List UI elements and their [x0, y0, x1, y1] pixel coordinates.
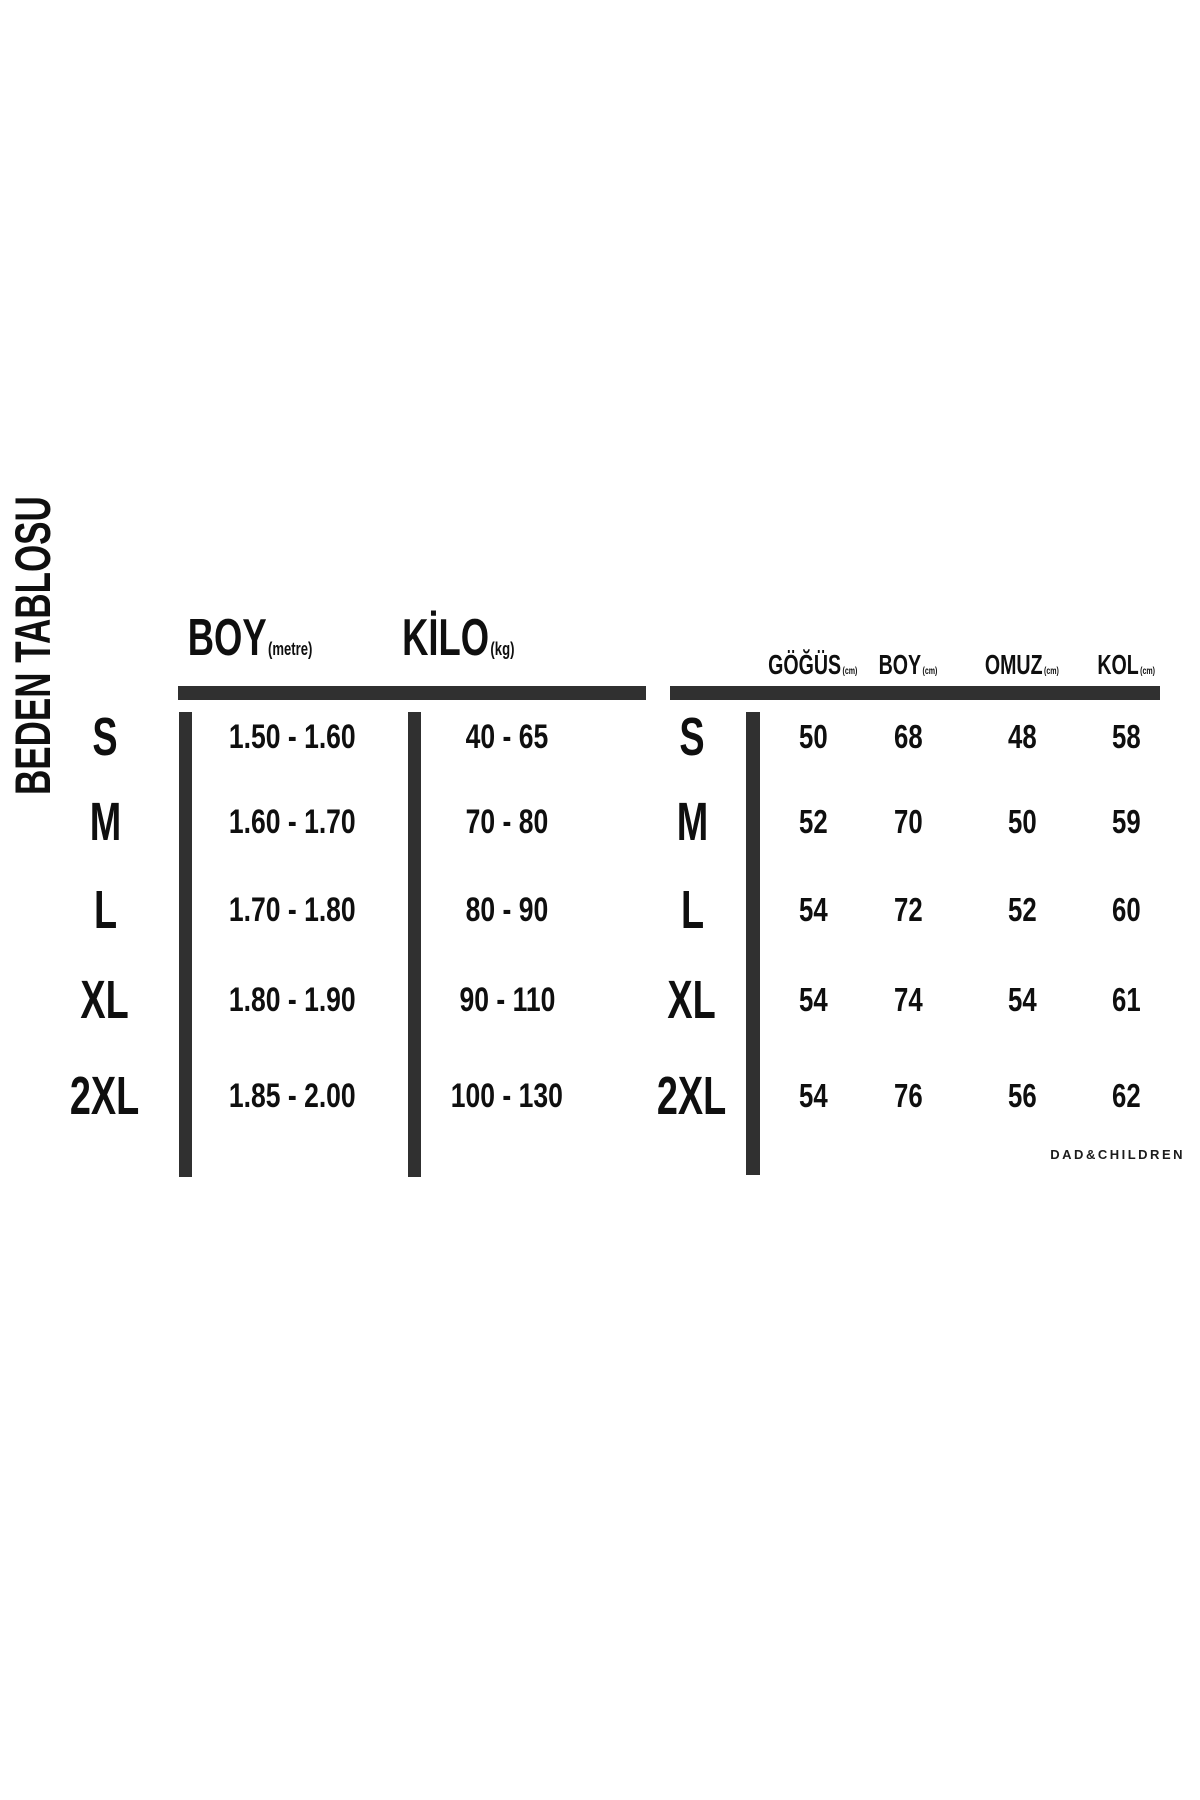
- table-cell-gogus: 52: [798, 803, 828, 840]
- table-cell-gogus: 54: [798, 1077, 828, 1114]
- column-header-kol-cm: KOL(cm): [1097, 649, 1155, 680]
- row-size-label: 2XL: [657, 1066, 727, 1126]
- row-size-label: L: [93, 880, 117, 940]
- table-cell-boy: 1.70 - 1.80: [228, 891, 356, 929]
- table-cell-boy: 72: [893, 891, 923, 928]
- column-header-boy-metre: BOY(metre): [187, 609, 313, 667]
- table-cell-boy: 1.60 - 1.70: [228, 803, 356, 841]
- table-cell-gogus: 50: [798, 718, 828, 755]
- row-size-label: 2XL: [70, 1066, 140, 1126]
- table-cell-omuz: 50: [1007, 803, 1037, 840]
- header-rule-right: [670, 686, 1160, 700]
- column-header-kilo-kg: KİLO(kg): [401, 609, 515, 667]
- table-cell-boy: 68: [893, 718, 923, 755]
- table-cell-kilo: 40 - 65: [465, 718, 549, 756]
- table-cell-kol: 58: [1111, 718, 1141, 755]
- table-cell-kol: 62: [1111, 1077, 1141, 1114]
- table-cell-kilo: 80 - 90: [465, 891, 549, 929]
- table-cell-gogus: 54: [798, 981, 828, 1018]
- column-header-boy-cm: BOY(cm): [878, 649, 938, 680]
- table-cell-kol: 59: [1111, 803, 1141, 840]
- brand-logo-text: DAD&CHILDREN: [1050, 1147, 1185, 1162]
- row-size-label: S: [92, 707, 118, 767]
- table-cell-omuz: 52: [1007, 891, 1037, 928]
- row-size-label: XL: [667, 970, 717, 1030]
- table-cell-kilo: 100 - 130: [450, 1077, 564, 1115]
- table-cell-boy: 1.50 - 1.60: [228, 718, 356, 756]
- column-header-omuz-cm: OMUZ(cm): [984, 649, 1060, 680]
- table-cell-omuz: 56: [1007, 1077, 1037, 1114]
- table-cell-omuz: 48: [1007, 718, 1037, 755]
- table-cell-omuz: 54: [1007, 981, 1037, 1018]
- row-size-label: M: [676, 792, 708, 852]
- row-size-label: L: [680, 880, 704, 940]
- table-cell-boy: 1.80 - 1.90: [228, 981, 356, 1019]
- table-cell-kol: 60: [1111, 891, 1141, 928]
- table-cell-gogus: 54: [798, 891, 828, 928]
- table-cell-boy: 74: [893, 981, 923, 1018]
- row-size-label: S: [679, 707, 705, 767]
- table-cell-boy: 76: [893, 1077, 923, 1114]
- column-header-gogus-cm: GÖĞÜS(cm): [768, 649, 858, 680]
- header-rule-left: [178, 686, 646, 700]
- row-size-label: M: [89, 792, 121, 852]
- table-cell-kol: 61: [1111, 981, 1141, 1018]
- table-cell-kilo: 70 - 80: [465, 803, 549, 841]
- table-cell-kilo: 90 - 110: [459, 981, 555, 1019]
- size-chart-sheet: BEDEN TABLOSU BOY(metre) KİLO(kg) S 1.50 - 1.60 40 - 65 M 1.60 - 1.70 70 - 80 L 1.70 - 1.80 80 - 90 XL 1.80 - 1.90 90 - 110 2XL 1.85 - 2.00 100 - 130 GÖĞÜS(cm) BOY(cm) OMUZ(cm) KOL(cm) S 50 68 48 58 M 52 70 50 59 L 54 72 52 60 XL 54 74 54 61 2XL 54 76 56 62 DAD&CHILDREN: [0, 0, 1200, 1800]
- row-size-label: XL: [80, 970, 130, 1030]
- table-cell-boy: 70: [893, 803, 923, 840]
- table-cell-boy: 1.85 - 2.00: [228, 1077, 356, 1115]
